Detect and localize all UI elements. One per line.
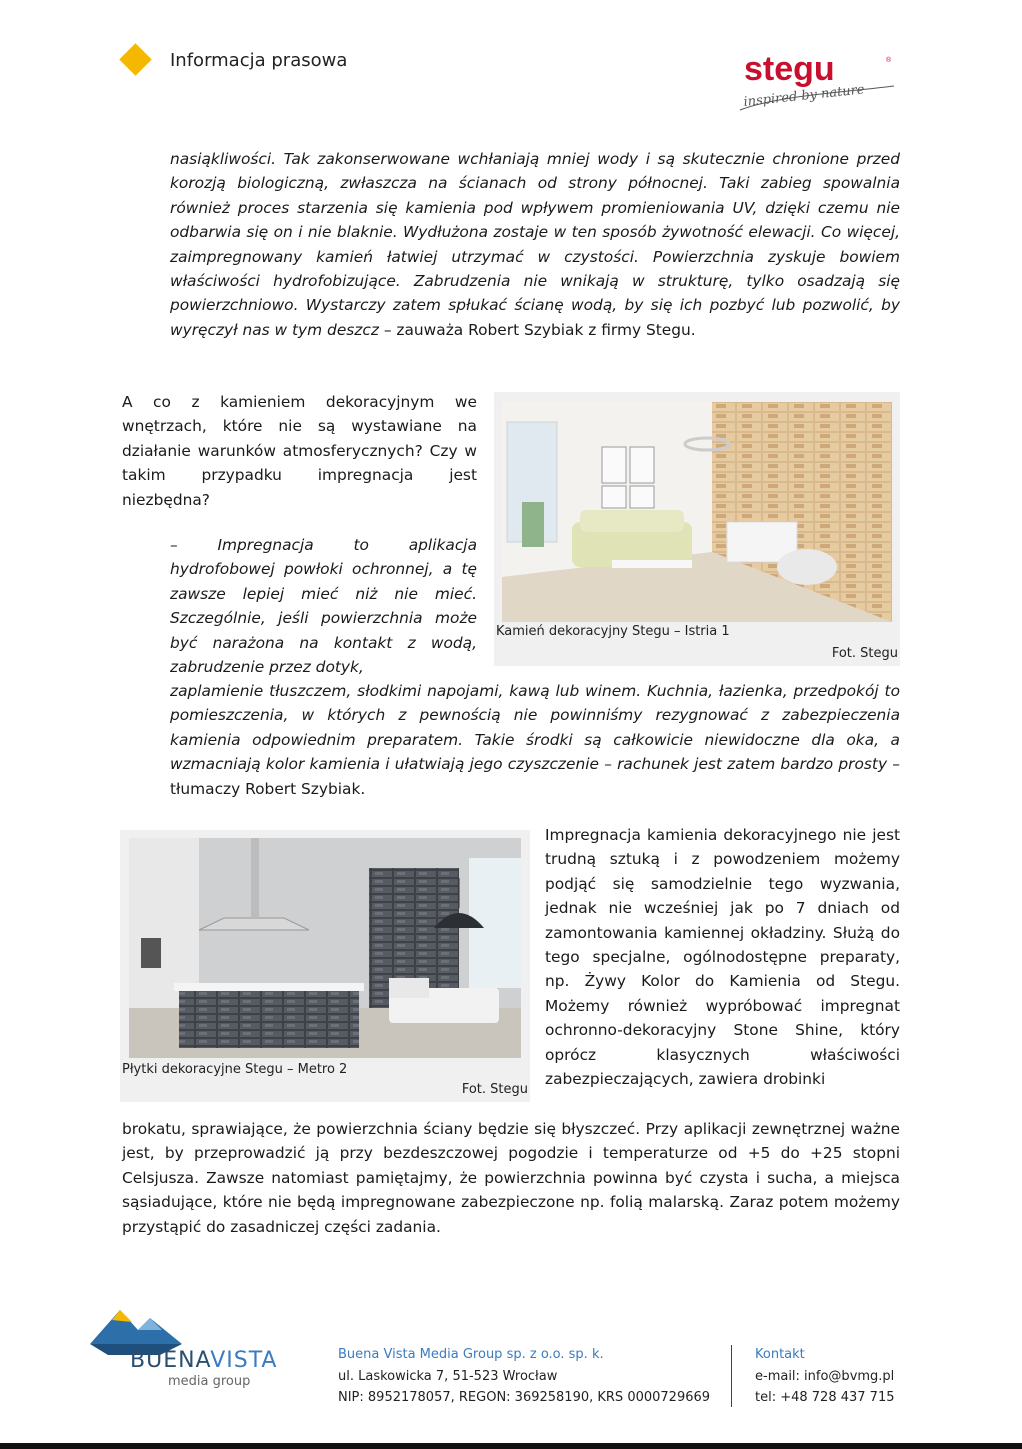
footer-divider (731, 1345, 732, 1407)
buenavista-logo: BUENAVISTA media group (90, 1300, 300, 1395)
quote-paragraph-1: nasiąkliwości. Tak zakonserwowane wchłaniają mniej wody i są skutecznie chronione przed korozją biologiczną, zwłaszcza na ścianach od strony północnej. Taki zabieg spowalnia również proces starzenia się kamienia pod wpływem promieniowania UV, dzięki czemu nie odbarwia się on i nie blaknie. Wydłużona zostaje w ten sposób żywotność elewacji. Co więcej, zaimpregnowany kamień łatwiej utrzymać w czystości. Powierzchnia zyskuje bowiem właściwości hydrofobizujące. Zabrudzenia nie wnikają w strukturę, tylko osadzają się powierzchniowo. Wystarczy zatem spłukać ścianę wodą, by się ich pozbyć lub pozwolić, by wyręczył nas w tym deszcz – zauważa Robert Szybiak z firmy Stegu. (170, 150, 900, 339)
diamond-icon (119, 43, 152, 76)
kitchen-photo (129, 838, 521, 1058)
footer-ids: NIP: 8952178057, REGON: 369258190, KRS 0000729669 (338, 1390, 711, 1405)
figure-credit: Fot. Stegu (461, 1082, 528, 1097)
contact-email[interactable]: e-mail: info@bvmg.pl (755, 1369, 895, 1384)
contact-heading: Kontakt (755, 1347, 805, 1362)
figure-credit: Fot. Stegu (831, 646, 898, 661)
footer-address: ul. Laskowicka 7, 51-523 Wrocław (338, 1369, 558, 1384)
body-paragraph-end: brokatu, sprawiające, że powierzchnia ściany będzie się błyszczeć. Przy aplikacji zewnętrznej ważne jest, by przeprowadzić ją przy bezdeszczowej pogodzie i temperaturze od +5 do +25 stopni Celsjusza. Zawsze natomiast pamiętajmy, że powierzchnia powinna być czysta i sucha, a miejsca sąsiadujące, które nie będą impregnowane zabezpieczone np. folią malarską. Zaraz potem możemy przystąpić do zasadniczej części zadania. (122, 1120, 900, 1236)
bottom-rule (0, 1443, 1022, 1449)
body-paragraph-start: Impregnacja kamienia dekoracyjnego nie jest trudną sztuką i z powodzeniem możemy podjąć się samodzielnie tego wyzwania, jednak nie wcześniej jak po 7 dniach od zamontowania kamiennej okładziny. Służą do tego specjalne, ogólnodostępne preparaty, np. Żywy Kolor do Kamienia od Stegu. Możemy również wypróbować impregnat ochronno-dekoracyjny Stone Shine, który oprócz klasycznych właściwości zabezpieczających, zawiera drobinki (545, 826, 900, 1089)
figure-istria (494, 392, 900, 666)
quote-paragraph-2-start: – Impregnacja to aplikacja hydrofobowej powłoki ochronnej, a tę zawsze lepiej mieć niż nie mieć. Szczególnie, jeśli powierzchnia może być narażona na kontakt z wodą, zabrudzenie przez dotyk, (170, 536, 477, 677)
svg-text:inspired by nature: inspired by nature (742, 82, 866, 110)
figure-caption: Kamień dekoracyjny Stegu – Istria 1 (496, 624, 730, 639)
living-room-photo (502, 402, 892, 622)
svg-text:®: ® (886, 57, 892, 64)
question-paragraph: A co z kamieniem dekoracyjnym we wnętrzach, które nie są wystawiane na działanie warunków atmosferycznych? Czy w takim przypadku impregnacja jest niezbędna? (122, 393, 477, 509)
stegu-logo (736, 46, 896, 126)
header-title: Informacja prasowa (170, 50, 348, 71)
svg-text:stegu: stegu (744, 50, 835, 88)
footer-company: Buena Vista Media Group sp. z o.o. sp. k. (338, 1347, 604, 1362)
contact-phone[interactable]: tel: +48 728 437 715 (755, 1390, 895, 1405)
figure-caption: Płytki dekoracyjne Stegu – Metro 2 (122, 1062, 348, 1077)
figure-metro (120, 830, 530, 1102)
quote-paragraph-2-end: zaplamienie tłuszczem, słodkimi napojami, kawą lub winem. Kuchnia, łazienka, przedpokój to pomieszczenia, w których z pewnością nie powinniśmy rezygnować z zabezpieczenia kamienia odpowiednim preparatem. Takie środki są całkowicie niewidoczne dla oka, a wzmacniają kolor kamienia i ułatwiają jego czyszczenie – rachunek jest zatem bardzo prosty – tłumaczy Robert Szybiak. (170, 682, 900, 798)
